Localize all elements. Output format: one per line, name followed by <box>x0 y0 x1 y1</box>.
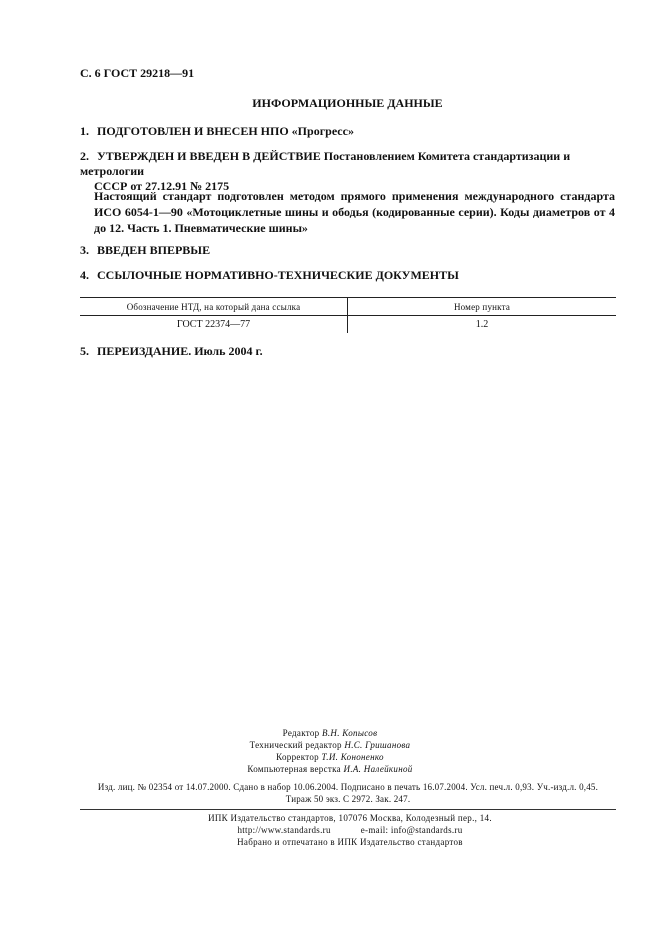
item-number: 4. <box>80 268 89 282</box>
credit-layout: Компьютерная верстка И.А. Налейкиной <box>247 764 413 774</box>
item-text: ПЕРЕИЗДАНИЕ. Июль 2004 г. <box>97 344 263 358</box>
item-1 <box>80 124 616 139</box>
publisher-website: http://www.standards.ru <box>237 825 331 835</box>
table-header-document: Обозначение НТД, на который дана ссылка <box>80 298 348 316</box>
item-number: 1. <box>80 124 89 138</box>
editorial-credits <box>170 727 490 775</box>
table-header-clause: Номер пункта <box>348 298 617 316</box>
item-number: 2. <box>80 149 89 163</box>
table-header-row <box>80 298 616 316</box>
credit-corrector: Корректор Т.И. Кононенко <box>276 752 384 762</box>
item-4 <box>80 268 616 283</box>
publication-imprint <box>80 781 616 805</box>
credit-editor: Редактор В.Н. Копысов <box>282 728 378 738</box>
standard-note-paragraph: Настоящий стандарт подготовлен методом прямого применения международного стандарта ИСО 6054-1—90 «Мотоциклетные шины и ободья (кодированные серии). Коды диаметров от 4 до 12. Часть 1. Пневматические шины» <box>94 189 615 235</box>
table-cell-document: ГОСТ 22374—77 <box>80 316 348 334</box>
table-cell-clause: 1.2 <box>475 319 489 330</box>
item-number: 5. <box>80 344 89 358</box>
reference-documents-table <box>80 297 616 333</box>
divider <box>80 809 616 810</box>
item-text-line1: УТВЕРЖДЕН И ВВЕДЕН В ДЕЙСТВИЕ Постановлением Комитета стандартизации и метрологии <box>80 149 571 178</box>
item-text-line2: СССР от 27.12.91 № 2175 <box>94 179 230 193</box>
imprint-line1: Изд. лиц. № 02354 от 14.07.2000. Сдано в набор 10.06.2004. Подписано в печать 16.07.2004. Усл. печ.л. 0,93. Уч.-изд.л. 0,45. <box>97 782 599 792</box>
item-5 <box>80 344 616 359</box>
item-number: 3. <box>80 243 89 257</box>
publisher-email: e-mail: info@standards.ru <box>360 825 463 835</box>
credit-tech-editor: Технический редактор Н.С. Гришанова <box>249 740 411 750</box>
table-row <box>80 316 616 334</box>
item-3 <box>80 243 616 258</box>
publisher-info <box>140 812 560 848</box>
publisher-contacts <box>140 824 560 836</box>
page-header: С. 6 ГОСТ 29218—91 <box>80 66 195 80</box>
section-title: ИНФОРМАЦИОННЫЕ ДАННЫЕ <box>252 96 443 110</box>
item-text: ВВЕДЕН ВПЕРВЫЕ <box>97 243 211 257</box>
publisher-address: ИПК Издательство стандартов, 107076 Москва, Колодезный пер., 14. <box>208 813 492 823</box>
item-text: ССЫЛОЧНЫЕ НОРМАТИВНО-ТЕХНИЧЕСКИЕ ДОКУМЕНТЫ <box>97 268 459 282</box>
publisher-printed: Набрано и отпечатано в ИПК Издательство стандартов <box>237 837 463 847</box>
imprint-line2: Тираж 50 экз. С 2972. Зак. 247. <box>285 794 411 804</box>
item-text: ПОДГОТОВЛЕН И ВНЕСЕН НПО «Прогресс» <box>97 124 354 138</box>
